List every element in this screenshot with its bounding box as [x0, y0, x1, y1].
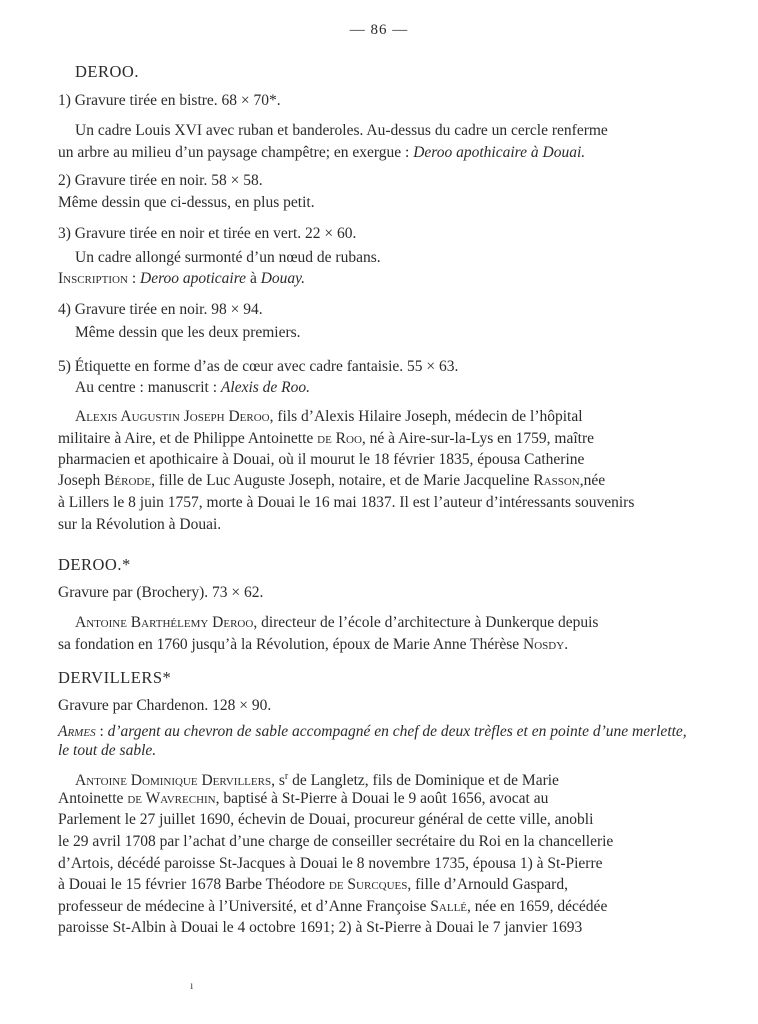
engraving-line: Gravure par Chardenon. 128 × 90. [58, 697, 272, 714]
bio-text: Joseph [58, 472, 105, 489]
person-name: Rasson [533, 472, 580, 489]
desc-text: un arbre au milieu d’un paysage champêtre; en exergue : [58, 144, 414, 161]
separator: : [127, 270, 141, 287]
bio-text: , baptisé à St-Pierre à Douai le 9 août 1656, avocat au [215, 790, 549, 807]
armes-line-2: le tout de sable. [58, 742, 157, 759]
bio-deroo-line-6: sur la Révolution à Douai. [58, 516, 222, 533]
engraving-line: Gravure par (Brochery). 73 × 62. [58, 584, 264, 601]
item-text: Gravure tirée en bistre. 68 × 70*. [74, 92, 281, 109]
item-number: 5) [58, 358, 71, 375]
inscription-text: Deroo apoticaire [140, 270, 247, 287]
item-2 [58, 171, 263, 191]
item-1 [58, 91, 281, 111]
bio-dervillers-line-6 [58, 875, 568, 895]
bio-text: , fille d’Arnould Gaspard, [407, 876, 568, 893]
item-1-desc: Un cadre Louis XVI avec ruban et banderoles. Au-dessus du cadre un cercle renferme [75, 122, 608, 139]
item-text: Étiquette en forme d’as de cœur avec cadre fantaisie. 55 × 63. [74, 358, 459, 375]
bio-text: de Langletz, fils de Dominique et de Marie [288, 772, 559, 790]
bio-dervillers-line-4: le 29 avril 1708 par l’achat d’une charge de conseiller secrétaire du Roi en la chancellerie [58, 833, 614, 850]
item-text: Gravure tirée en noir. 98 × 94. [74, 301, 263, 318]
person-name: Antoine Barthélemy Deroo [75, 614, 254, 631]
bio-dervillers-line-5: d’Artois, décédé paroisse St-Jacques à Douai le 8 novembre 1735, épousa 1) à St-Pierre [58, 855, 603, 872]
item-2-desc: Même dessin que ci-dessus, en plus petit. [58, 194, 315, 211]
bio-text: , né à Aire-sur-la-Lys en 1759, maître [361, 430, 595, 447]
bio-dervillers-line-1 [75, 767, 559, 791]
bio-antoine-line-2 [58, 635, 568, 655]
entry-heading-dervillers: DERVILLERS* [58, 668, 172, 687]
entry-heading-deroo: DEROO. [75, 62, 139, 81]
bio-text: ,née [579, 472, 606, 489]
bio-deroo-line-1 [75, 407, 583, 427]
bio-dervillers-line-8: paroisse St-Albin à Douai le 4 octobre 1691; 2) à St-Pierre à Douai le 7 janvier 1693 [58, 919, 583, 936]
item-5 [58, 357, 458, 377]
bio-dervillers-line-7 [58, 897, 607, 917]
item-3-desc: Un cadre allongé surmonté d’un nœud de rubans. [75, 249, 381, 266]
bio-deroo-line-2 [58, 429, 594, 449]
bio-deroo-line-3: pharmacien et apothicaire à Douai, où il mourut le 18 février 1835, épousa Catherine [58, 451, 585, 468]
item-text: Gravure tirée en noir. 58 × 58. [74, 172, 263, 189]
armes-text: d’argent au chevron de sable accompagné en chef de deux trèfles et en pointe d’une merlette, [107, 723, 687, 740]
bio-text: professeur de médecine à l’Université, et d’Anne Françoise [58, 898, 431, 915]
item-number: 3) [58, 225, 71, 242]
bio-antoine-line-1 [75, 613, 598, 633]
inscription-text: à [246, 270, 261, 287]
bio-deroo-line-5: à Lillers le 8 juin 1757, morte à Douai le 16 mai 1837. Il est l’auteur d’intéressants souvenirs [58, 494, 635, 511]
bio-text: , directeur de l’école d’architecture à Dunkerque depuis [253, 614, 599, 631]
exergue-text: Deroo apothicaire à Douai. [413, 144, 586, 161]
superscript: r [284, 771, 289, 782]
item-4-desc: Même dessin que les deux premiers. [75, 324, 301, 341]
person-name: de Roo [317, 430, 362, 447]
desc-text: Au centre : manuscrit : [75, 379, 221, 396]
bio-text: , fils d’Alexis Hilaire Joseph, médecin de l’hôpital [269, 408, 583, 425]
bio-text: , s [271, 772, 285, 790]
bio-text: militaire à Aire, et de Philippe Antoinette [58, 430, 318, 447]
bio-text: , fille de Luc Auguste Joseph, notaire, et de Marie Jacqueline [151, 472, 534, 489]
bio-text: . [564, 636, 569, 653]
person-name: Nosdy [523, 636, 565, 653]
bio-dervillers-line-2 [58, 789, 548, 809]
person-name: Antoine Dominique Dervillers [75, 772, 272, 790]
armes-label: Armes [58, 723, 96, 740]
item-number: 1) [58, 92, 71, 109]
item-text: Gravure tirée en noir et tirée en vert. 22 × 60. [74, 225, 357, 242]
bio-deroo-line-4 [58, 471, 605, 491]
item-5-desc [75, 378, 310, 398]
bio-text: sa fondation en 1760 jusqu’à la Révolution, époux de Marie Anne Thérèse [58, 636, 524, 653]
person-name: Bérode [104, 472, 152, 489]
separator: : [95, 723, 108, 740]
inscription-label: Inscription [58, 270, 128, 287]
person-name: Sallé [430, 898, 468, 915]
manuscript-text: Alexis de Roo. [220, 379, 311, 396]
item-4 [58, 300, 263, 320]
page-number: — 86 — [349, 22, 409, 38]
bio-text: , née en 1659, décédée [467, 898, 608, 915]
bio-text: Antoinette [58, 790, 128, 807]
person-name: de Surcques [328, 876, 408, 893]
entry-heading-deroo-2: DEROO.* [58, 555, 131, 574]
item-number: 2) [58, 172, 71, 189]
armes-line-1 [58, 722, 687, 742]
bio-dervillers-line-3: Parlement le 27 juillet 1690, échevin de Douai, procureur général de cette ville, anobli [58, 811, 594, 828]
stray-mark: ı [190, 978, 194, 992]
item-1-desc-2 [58, 143, 585, 163]
item-3-inscription [58, 269, 305, 289]
person-name: de Wavrechin [127, 790, 216, 807]
item-3 [58, 224, 356, 244]
bio-text: à Douai le 15 février 1678 Barbe Théodore [58, 876, 329, 893]
inscription-text: Douay. [260, 270, 306, 287]
item-number: 4) [58, 301, 71, 318]
person-name: Alexis Augustin Joseph Deroo [75, 408, 270, 425]
